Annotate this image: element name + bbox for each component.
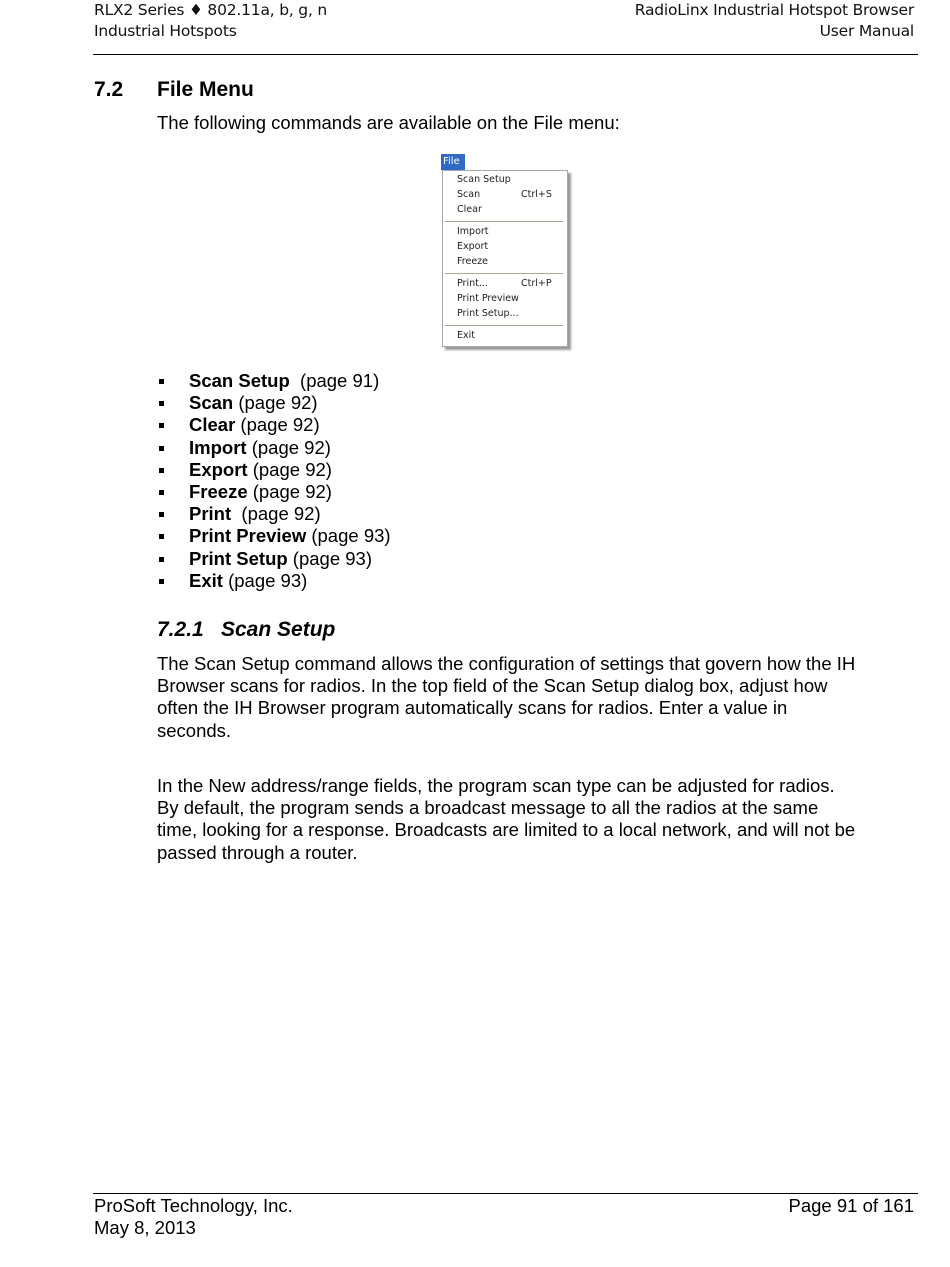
file-menu-item-shortcut: Ctrl+S <box>521 189 552 200</box>
file-menu-item-label: Scan <box>457 189 481 200</box>
command-name: Print Setup <box>189 547 288 569</box>
footer-page-number: Page 91 of 161 <box>788 1195 914 1216</box>
command-list-item <box>157 481 391 503</box>
bullet-icon <box>159 446 164 451</box>
file-menu-item-label: Clear <box>457 204 482 215</box>
command-page-ref: (page 93) <box>306 525 391 547</box>
command-page-ref: (page 93) <box>222 569 308 591</box>
footer-company: ProSoft Technology, Inc. <box>94 1195 293 1216</box>
header-doc-title: RadioLinx Industrial Hotspot Browser <box>634 1 914 19</box>
command-list-item <box>157 525 391 547</box>
command-name: Export <box>189 458 248 480</box>
header-left <box>94 0 327 42</box>
file-menu-item-label: Exit <box>457 330 475 341</box>
command-page-ref: (page 92) <box>233 392 318 414</box>
file-menu-item <box>457 225 563 239</box>
command-page-ref: (page 92) <box>235 414 320 436</box>
scan-setup-paragraph-1: The Scan Setup command allows the configuration of settings that govern how the IH Browser scans for radios. In the top field of the Scan Setup dialog box, adjust how often the IH Browser program automatically scans for radios. Enter a value in seconds. <box>157 653 856 741</box>
bullet-icon <box>159 534 164 539</box>
subsection-heading <box>157 617 335 643</box>
file-menu-item <box>457 188 563 202</box>
command-list-item <box>157 548 391 570</box>
bullet-icon <box>159 379 164 384</box>
file-menu-item <box>457 240 563 254</box>
command-list-item <box>157 392 391 414</box>
header-product: RLX2 Series ♦ 802.11a, b, g, n <box>94 1 328 19</box>
file-menu-item <box>457 277 563 291</box>
file-menu-item <box>457 307 563 321</box>
file-menu-separator <box>445 273 563 274</box>
file-menu-item <box>457 203 563 217</box>
section-title: File Menu <box>157 78 254 101</box>
file-menu-item-label: Print... <box>457 278 488 289</box>
command-list-item <box>157 414 391 436</box>
section-intro: The following commands are available on the File menu: <box>157 112 620 133</box>
file-menu-separator <box>445 325 563 326</box>
file-menu-separator <box>445 221 563 222</box>
file-menu-item-label: Import <box>457 226 489 237</box>
file-menu-item-label: Export <box>457 241 489 252</box>
command-list <box>157 370 391 592</box>
file-menu-item-label: Print Preview <box>457 293 519 304</box>
file-menu-title: File <box>441 154 465 170</box>
scan-setup-paragraph-2: In the New address/range fields, the program scan type can be adjusted for radios. By default, the program sends a broadcast message to all the radios at the same time, looking for a response. Broadcasts are limited to a local network, and will not be passed through a router. <box>157 775 856 863</box>
footer-rule <box>93 1193 918 1194</box>
file-menu-item-label: Scan Setup <box>457 174 511 185</box>
bullet-icon <box>159 423 164 428</box>
file-menu-item <box>457 173 563 187</box>
command-list-item <box>157 570 391 592</box>
header-category: Industrial Hotspots <box>94 22 237 40</box>
file-menu-item <box>457 292 563 306</box>
footer-date: May 8, 2013 <box>94 1217 196 1239</box>
file-menu-item <box>457 329 563 343</box>
command-name: Clear <box>189 414 236 436</box>
footer-left <box>94 1195 293 1239</box>
command-page-ref: (page 92) <box>246 436 331 458</box>
header-right <box>635 0 914 42</box>
command-name: Import <box>189 436 247 458</box>
file-menu-item-shortcut: Ctrl+P <box>521 278 552 289</box>
command-list-item <box>157 370 391 392</box>
file-menu-item-label: Freeze <box>457 256 488 267</box>
command-name: Scan <box>189 392 234 414</box>
subsection-title: Scan Setup <box>221 618 336 641</box>
command-page-ref: (page 92) <box>247 481 332 503</box>
command-name: Scan Setup <box>189 370 290 391</box>
header-doc-type: User Manual <box>819 22 914 40</box>
section-number: 7.2 <box>94 78 124 101</box>
command-list-item <box>157 437 391 459</box>
command-page-ref: (page 91) <box>289 370 380 391</box>
bullet-icon <box>159 468 164 473</box>
command-name: Print <box>189 503 232 525</box>
command-name: Freeze <box>189 481 248 503</box>
file-menu-screenshot <box>441 154 571 350</box>
bullet-icon <box>159 579 164 584</box>
subsection-number: 7.2.1 <box>157 618 204 641</box>
command-page-ref: (page 92) <box>231 503 321 525</box>
file-menu-dropdown <box>442 170 568 347</box>
command-name: Exit <box>189 569 223 591</box>
section-heading <box>94 77 254 103</box>
bullet-icon <box>159 557 164 562</box>
bullet-icon <box>159 490 164 495</box>
command-list-item <box>157 503 391 525</box>
bullet-icon <box>159 401 164 406</box>
command-page-ref: (page 93) <box>287 547 373 569</box>
command-page-ref: (page 92) <box>247 458 332 480</box>
bullet-icon <box>159 512 164 517</box>
header-rule <box>93 54 918 55</box>
command-list-item <box>157 459 391 481</box>
file-menu-item-label: Print Setup... <box>457 308 519 319</box>
command-name: Print Preview <box>189 525 307 547</box>
file-menu-item <box>457 255 563 269</box>
